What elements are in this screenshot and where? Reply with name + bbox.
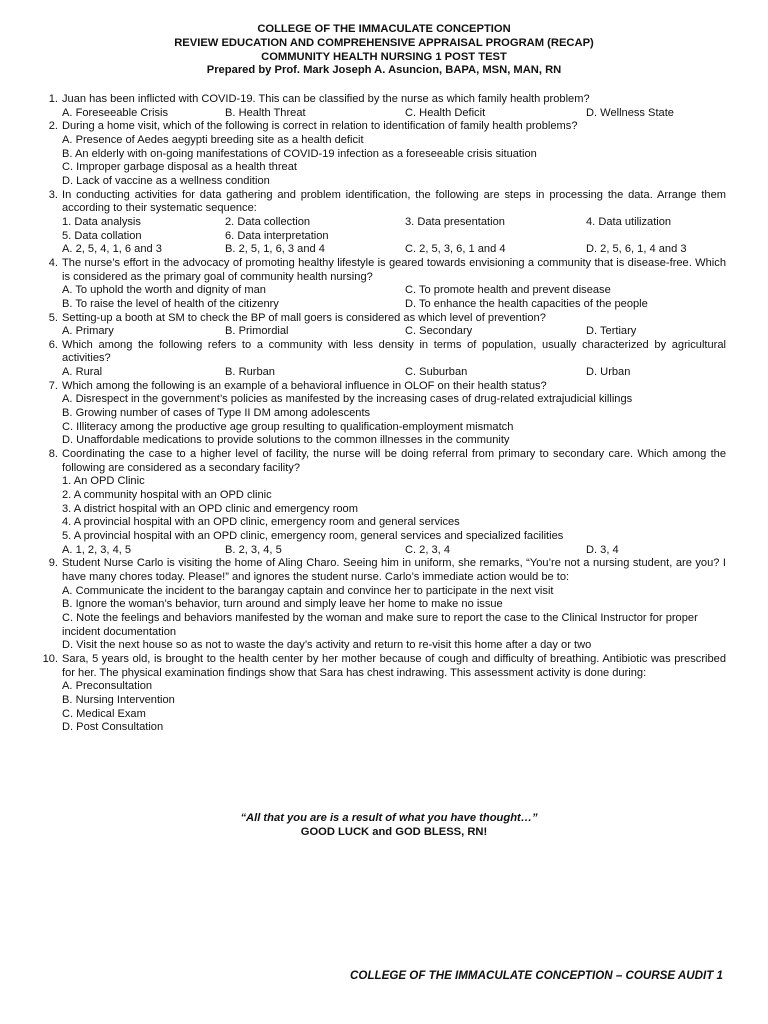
question-number: 4. [48, 256, 58, 269]
question-6 [36, 339, 726, 380]
choice-d: D. 3, 4 [586, 543, 619, 556]
question-1 [36, 93, 726, 120]
choice-b: B. 2, 3, 4, 5 [225, 543, 282, 556]
question-stem: Which among the following is an example of a behavioral influence in OLOF on their health status? [62, 379, 547, 392]
question-number: 7. [48, 379, 58, 392]
question-3 [36, 189, 726, 257]
question-number: 2. [48, 120, 58, 133]
question-number: 10. [42, 652, 58, 665]
question-stem: Coordinating the case to a higher level of facility, the nurse will be doing referral from primary to secondary care. Which among the following are considered as a secondary facility? [62, 448, 726, 474]
choice-a: A. Preconsultation [62, 680, 153, 693]
question-10 [36, 653, 726, 735]
choice-d: D. Wellness State [586, 106, 674, 119]
choice-grid [62, 325, 726, 339]
question-stem: In conducting activities for data gathering and problem identification, the following are steps in processing the data. Arrange them according to their systematic sequence: [62, 188, 726, 215]
question-number: 6. [48, 338, 58, 351]
item-grid [62, 216, 726, 243]
question-number: 8. [48, 448, 58, 461]
choice-a: A. Communicate the incident to the barangay captain and convince her to participate in the next visit [62, 584, 554, 597]
choice-d: D. Lack of vaccine as a wellness condition [62, 174, 270, 187]
question-number: 9. [48, 557, 58, 570]
question-8 [36, 448, 726, 557]
choice-c: C. Suburban [405, 366, 468, 379]
choice-b: B. An elderly with on-going manifestations of COVID-19 infection as a foreseeable crisis situation [62, 147, 537, 160]
question-7 [36, 380, 726, 448]
choice-a: A. To uphold the worth and dignity of man [62, 284, 266, 297]
choice-d: D. Post Consultation [62, 721, 164, 734]
choice-a: A. Disrespect in the government’s policies as manifested by the increasing cases of drug-related extrajudicial killings [62, 393, 633, 406]
item: 2. A community hospital with an OPD clinic [62, 489, 272, 502]
item: 5. A provincial hospital with an OPD clinic, emergency room, general services and specialized facilities [62, 530, 564, 542]
question-9 [36, 557, 726, 653]
choice-a: A. 1, 2, 3, 4, 5 [62, 543, 132, 556]
choice-b: B. Nursing Intervention [62, 693, 175, 706]
question-2 [36, 120, 726, 188]
choice-b: B. Health Threat [225, 106, 306, 119]
question-number: 3. [48, 188, 58, 201]
choice-b: B. Rurban [225, 366, 275, 379]
question-4 [36, 257, 726, 312]
program-name: REVIEW EDUCATION AND COMPREHENSIVE APPRAISAL PROGRAM (RECAP) [174, 36, 594, 49]
item: 1. An OPD Clinic [62, 475, 145, 488]
test-title: COMMUNITY HEALTH NURSING 1 POST TEST [261, 50, 507, 63]
item: 4. A provincial hospital with an OPD clinic, emergency room and general services [62, 516, 460, 529]
question-stem: Setting-up a booth at SM to check the BP of mall goers is considered as which level of prevention? [62, 311, 546, 324]
choice-grid [62, 544, 726, 558]
item: 6. Data interpretation [225, 229, 329, 242]
choice-b: B. Ignore the woman’s behavior, turn around and simply leave her home to make no issue [62, 598, 503, 611]
item: 3. Data presentation [405, 215, 505, 228]
choice-d: D. Unaffordable medications to provide solutions to the common illnesses in the community [62, 434, 510, 447]
choice-d: D. 2, 5, 6, 1, 4 and 3 [586, 243, 687, 256]
choice-b: B. Growing number of cases of Type II DM among adolescents [62, 407, 371, 420]
choice-d: D. To enhance the health capacities of the people [405, 297, 648, 310]
choice-c: C. To promote health and prevent disease [405, 284, 611, 297]
question-list [36, 93, 726, 735]
question-stem: Juan has been inflicted with COVID-19. This can be classified by the nurse as which family health problem? [62, 93, 590, 105]
choice-c: C. Illiteracy among the productive age group resulting to qualification-employment mismatch [62, 420, 514, 433]
choice-d: D. Visit the next house so as not to waste the day’s activity and return to re-visit this home after a day or two [62, 639, 592, 652]
choice-b: B. Primordial [225, 325, 289, 338]
prepared-by: Prepared by Prof. Mark Joseph A. Asuncion, BAPA, MSN, MAN, RN [206, 64, 562, 77]
question-stem: During a home visit, which of the following is correct in relation to identification of family health problems? [62, 120, 578, 133]
closing-message [0, 812, 768, 840]
choice-d: D. Urban [586, 366, 631, 379]
choice-grid [62, 243, 726, 257]
item: 2. Data collection [225, 215, 311, 228]
item: 1. Data analysis [62, 215, 141, 228]
page-footer: COLLEGE OF THE IMMACULATE CONCEPTION – COURSE AUDIT 1 [350, 969, 723, 982]
closing-wish: GOOD LUCK and GOD BLESS, RN! [300, 825, 488, 838]
choice-a: A. Primary [62, 325, 114, 338]
question-number: 1. [48, 93, 58, 105]
choice-b: B. 2, 5, 1, 6, 3 and 4 [225, 243, 325, 256]
choice-b: B. To raise the level of health of the citizenry [62, 297, 279, 310]
choice-c: C. Medical Exam [62, 707, 146, 720]
item: 3. A district hospital with an OPD clinic and emergency room [62, 502, 358, 515]
item: 4. Data utilization [586, 215, 672, 228]
question-number: 5. [48, 311, 58, 324]
choice-c: C. Note the feelings and behaviors manifested by the woman and make sure to report the case to the Clinical Instructor for proper incident documentation [62, 611, 698, 638]
choice-c: C. 2, 5, 3, 6, 1 and 4 [405, 243, 506, 256]
item: 5. Data collation [62, 229, 142, 242]
choice-grid [62, 366, 726, 380]
choice-grid [62, 107, 726, 121]
choice-d: D. Tertiary [586, 325, 637, 338]
document-header [0, 23, 768, 78]
choice-a: A. Rural [62, 366, 103, 379]
question-stem: Student Nurse Carlo is visiting the home of Aling Charo. Seeing him in uniform, she remarks, “You’re not a nursing student, are you? I have many chores today. Please!” and ignores the student nurse. Carlo’s immediate action would be to: [62, 557, 726, 583]
choice-a: A. Presence of Aedes aegypti breeding site as a health deficit [62, 133, 364, 146]
choice-a: A. Foreseeable Crisis [62, 106, 169, 119]
question-stem: Which among the following refers to a community with less density in terms of population, usually characterized by agricultural activities? [62, 338, 726, 365]
choice-c: C. 2, 3, 4 [405, 543, 451, 556]
closing-quote: “All that you are is a result of what you have thought…” [240, 812, 538, 824]
question-stem: The nurse’s effort in the advocacy of promoting healthy lifestyle is geared towards envisioning a community that is disease-free. Which is considered as the primary goal of community health nursing? [62, 256, 726, 283]
choice-c: C. Health Deficit [405, 106, 486, 119]
choice-c: C. Improper garbage disposal as a health threat [62, 161, 297, 174]
choice-a: A. 2, 5, 4, 1, 6 and 3 [62, 243, 162, 256]
question-stem: Sara, 5 years old, is brought to the health center by her mother because of cough and difficulty of breathing. Antibiotic was prescribed for her. The physical examination findings show that Sara has chest indrawing. This assessment activity is done during: [62, 652, 726, 679]
institution-name: COLLEGE OF THE IMMACULATE CONCEPTION [257, 23, 511, 35]
question-5 [36, 312, 726, 339]
choice-grid [62, 284, 726, 311]
choice-c: C. Secondary [405, 325, 473, 338]
